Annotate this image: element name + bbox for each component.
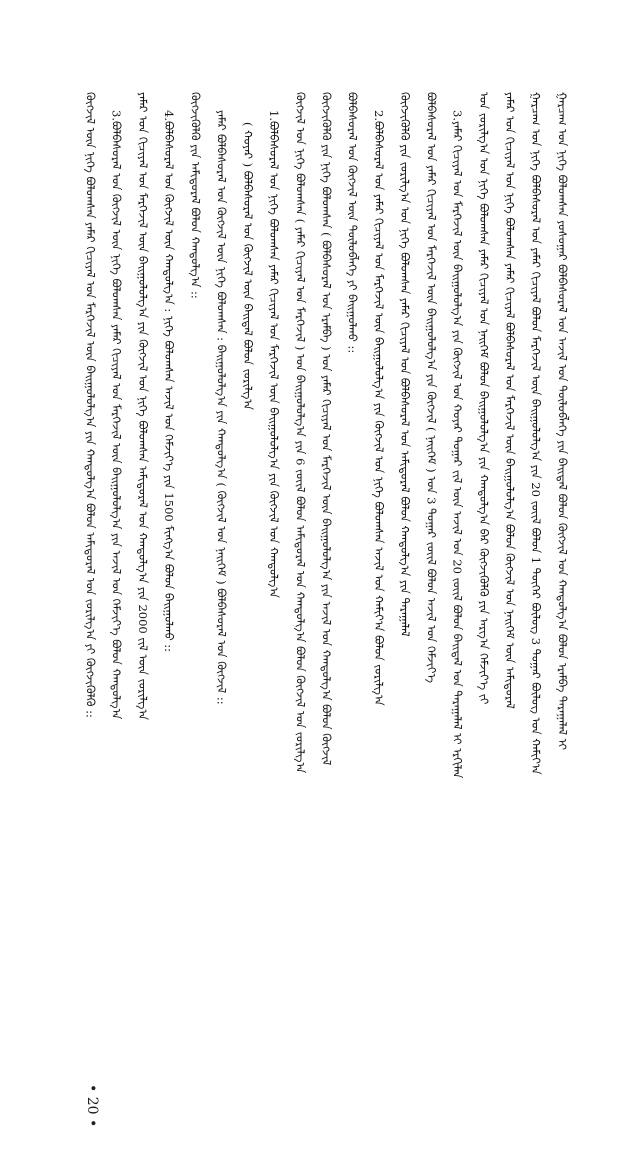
text-column-4: ᠤᠨ ᠵᠣᠷᠢᠯᠭ᠎ᠠ ᠤᠨ ᠨᠢᠭᠡ ᠪᠣᠯᠣᠭᠰᠠᠨ ᠶᠠᠮᠠᠷ ᠬᠢᠴᠢᠶᠡᠯ ᠤᠨ ᠨᠡᠢᠭᠡᠮ ᠪᠣᠯᠣᠨ ᠪᠠᠢᠭᠤᠯᠤᠯᠭ᠎ᠠ ᠶᠢᠨ ᠬᠠᠨᠳᠤᠯᠭ᠎ᠠ ᠪᠠᠷ ᠬᠥᠭᠵᠢᠭᠦᠯᠬᠦ ᠶᠢᠨ ᠠᠷᠭ᠎ᠠ ᠬᠡᠮᠵᠢᠶ᠎ᠡ ᠵᠢ — [477, 92, 491, 705]
text-column-19: ᠬᠥᠭᠵᠢᠯ ᠦᠨ ᠨᠢᠭᠡ ᠪᠣᠯᠣᠭᠰᠠᠨ ᠶᠠᠮᠠᠷ ᠬᠢᠴᠢᠶᠡᠯ ᠤᠨ ᠮᠡᠷᠭᠡᠵᠢᠯ ᠦᠨ ᠪᠠᠢᠭᠤᠯᠤᠯᠭ᠎ᠠ ᠶᠢᠨ ᠬᠠᠨᠳᠤᠯᠭ᠎ᠠ ᠪᠣᠯᠣᠨ ᠠᠮᠢᠳᠤᠷᠠᠯ ᠤᠨ ᠵᠣᠷᠢᠯᠭ᠎ᠠ ᠶᠢ ᠬᠥᠭᠵᠢᠭᠦᠯᠬᠦ :: — [84, 92, 98, 718]
text-column-13: ( ᠬᠣᠶᠠᠷ ) ᠪᠣᠯᠪᠠᠰᠤᠷᠠᠯ ᠤᠨ ᠬᠥᠭᠵᠢᠯ ᠦᠨ ᠪᠠᠢᠳᠠᠯ ᠪᠣᠯᠣᠨ ᠵᠣᠷᠢᠯᠭ᠎ᠠ — [241, 122, 255, 410]
text-column-9: ᠪᠣᠯᠪᠠᠰᠤᠷᠠᠯ ᠤᠨ ᠬᠥᠭᠵᠢᠯ ᠦᠨ ᠲᠥᠯᠥᠪᠯᠡᠭᠡ ᠶᠢ ᠪᠠᠢᠭᠤᠯᠬᠤ :: — [346, 92, 360, 354]
text-column-8: 2.ᠪᠣᠯᠪᠠᠰᠤᠷᠠᠯ ᠤᠨ ᠶᠠᠮᠠᠷ ᠬᠢᠴᠢᠶᠡᠯ ᠤᠨ ᠮᠡᠷᠭᠡᠵᠢᠯ ᠦᠨ ᠪᠠᠢᠭᠤᠯᠤᠯᠭ᠎ᠠ ᠶᠢᠨ ᠬᠥᠭᠵᠢᠯ ᠤᠨ ᠨᠢᠭᠡ ᠪᠣᠯᠣᠭᠰᠠᠨ ᠠᠵᠢᠯ ᠤᠨ ᠬᠠᠮᠢᠶ᠎ᠠ ᠪᠣᠯᠣᠨ ᠵᠣᠷᠢᠯᠭ᠎ᠠ — [372, 110, 386, 706]
text-column-10: ᠬᠥᠭᠵᠢᠭᠦᠯᠬᠦ ᠶᠢᠨ ᠨᠢᠭᠡ ᠪᠣᠯᠣᠭᠰᠠᠨ ( ᠪᠣᠯᠪᠠᠰᠤᠷᠠᠯ ᠤᠨ ᠡᠷᠡᠮᠪᠡ ) ᠤᠨ ᠶᠠᠮᠠᠷ ᠬᠢᠴᠢᠶᠡᠯ ᠤᠨ ᠮᠡᠷᠭᠡᠵᠢᠯ ᠦᠨ ᠪᠠᠢᠭᠤᠯᠤᠯᠭ᠎ᠠ ᠶᠢᠨ ᠠᠵᠢᠯ ᠤᠨ ᠬᠠᠨᠳᠤᠯᠭ᠎ᠠ ᠪᠣᠯᠣᠨ ᠬᠥᠭᠵᠢᠯ — [319, 92, 334, 766]
text-column-11: ᠬᠥᠭᠵᠢᠯ ᠤᠨ ᠨᠢᠭᠡ ᠪᠣᠯᠣᠭᠰᠠᠨ ( ᠶᠠᠮᠠᠷ ᠬᠢᠴᠢᠶᠡᠯ ᠤᠨ ᠮᠡᠷᠭᠡᠵᠢᠯ ) ᠤᠨ ᠪᠠᠢᠭᠤᠯᠤᠯᠭ᠎ᠠ ᠶᠢᠨ 6 ᠵᠦᠢᠯ ᠪᠣᠯᠣᠨ ᠠᠮᠢᠳᠤᠷᠠᠯ ᠤᠨ ᠬᠠᠨᠳᠤᠯᠭ᠎ᠠ ᠪᠣᠯᠣᠨ ᠬᠥᠭᠵᠢᠯ ᠤᠨ ᠵᠣᠷᠢᠯᠭ᠎ᠠ — [293, 92, 308, 774]
text-column-18: 3.ᠪᠣᠯᠪᠠᠰᠤᠷᠠᠯ ᠤᠨ ᠬᠥᠭᠵᠢᠯ ᠦᠨ ᠨᠢᠭᠡ ᠪᠣᠯᠣᠭᠰᠠᠨ ᠶᠠᠮᠠᠷ ᠬᠢᠴᠢᠶᠡᠯ ᠤᠨ ᠮᠡᠷᠭᠡᠵᠢᠯ ᠦᠨ ᠪᠠᠢᠭᠤᠯᠤᠯᠭ᠎ᠠ ᠶᠢᠨ ᠠᠵᠢᠯ ᠤᠨ ᠬᠡᠮᠵᠢᠶ᠎ᠡ ᠪᠣᠯᠣᠨ ᠬᠠᠨᠳᠤᠯᠭ᠎ᠠ — [110, 110, 124, 720]
text-column-5: 3.ᠶᠠᠮᠠᠷ ᠬᠢᠴᠢᠶᠡᠯ ᠤᠨ ᠮᠡᠷᠭᠡᠵᠢᠯ ᠦᠨ ᠪᠠᠢᠭᠤᠯᠤᠯᠭ᠎ᠠ ᠶᠢᠨ ᠬᠥᠭᠵᠢᠯ ᠤᠨ ᠬᠣᠶᠠᠷ ᠳᠤᠭᠠᠷ ᠵᠢᠯ ᠦᠨ ᠠᠵᠢᠯ ᠤᠨ 20 ᠵᠦᠢᠯ ᠪᠣᠯᠣᠨ ᠪᠠᠢᠳᠠᠯ ᠤᠨ ᠳᠠᠷᠠᠭᠠᠯᠠᠯ ᠢ ᠡᠷᠬᠢᠯᠡᠨ — [451, 110, 465, 779]
text-column-17: ᠶᠠᠮᠠᠷ ᠤᠨ ᠬᠢᠴᠢᠶᠡᠯ ᠤᠨ ᠮᠡᠷᠭᠡᠵᠢᠯ ᠦᠨ ᠪᠠᠢᠭᠤᠯᠤᠯᠭ᠎ᠠ ᠶᠢᠨ ᠬᠥᠭᠵᠢᠯ ᠤᠨ ᠨᠢᠭᠡ ᠪᠣᠯᠣᠭᠰᠠᠨ ᠠᠮᠢᠳᠤᠷᠠᠯ ᠤᠨ ᠬᠠᠨᠳᠤᠯᠭ᠎ᠠ ᠶᠢᠨ 2000 ᠵᠢᠯ ᠦᠨ ᠵᠣᠷᠢᠯᠭ᠎ᠠ — [136, 92, 150, 721]
text-column-14: ᠶᠠᠮᠠᠷ ᠪᠣᠯᠪᠠᠰᠤᠷᠠᠯ ᠤᠨ ᠬᠥᠭᠵᠢᠯ ᠦᠨ ᠨᠢᠭᠡ ᠪᠣᠯᠣᠭᠰᠠᠨ : ᠪᠠᠢᠭᠤᠯᠤᠯᠭ᠎ᠠ ᠶᠢᠨ ᠬᠠᠨᠳᠤᠯᠭ᠎ᠠ ( ᠬᠥᠭᠵᠢᠯ ᠤᠨ ᠨᠡᠢᠭᠡᠮ ) ᠪᠣᠯᠪᠠᠰᠤᠷᠠᠯ ᠤᠨ ᠬᠥᠭᠵᠢᠯ :: — [215, 110, 229, 705]
vertical-text-block — [84, 92, 570, 1092]
text-column-7: ᠬᠥᠭᠵᠢᠭᠦᠯᠬᠦ ᠶᠢᠨ ᠵᠣᠷᠢᠯᠭ᠎ᠠ ᠤᠨ ᠨᠢᠭᠡ ᠪᠣᠯᠣᠭᠰᠠᠨ ᠶᠠᠮᠠᠷ ᠬᠢᠴᠢᠶᠡᠯ ᠤᠨ ᠪᠣᠯᠪᠠᠰᠤᠷᠠᠯ ᠤᠨ ᠠᠮᠢᠳᠤᠷᠠᠯ ᠪᠣᠯᠣᠨ ᠬᠠᠨᠳᠤᠯᠭ᠎ᠠ ᠶᠢᠨ ᠳᠠᠷᠠᠭᠠᠯᠠᠯ — [398, 92, 413, 637]
text-column-1: ᠭᠠᠷᠴᠠᠭ ᠤᠨ ᠨᠢᠭᠡ ᠪᠣᠯᠣᠭᠰᠠᠨ ᠶᠣᠰᠣᠭᠠᠷ ᠪᠣᠯᠪᠠᠰᠤᠷᠠᠯ ᠤᠨ ᠠᠵᠢᠯ ᠤᠨ ᠲᠥᠯᠥᠪᠯᠡᠭᠡ ᠶᠢᠨ ᠪᠠᠢᠳᠠᠯ ᠪᠣᠯᠣᠨ ᠬᠥᠭᠵᠢᠯ ᠤᠨ ᠬᠠᠨᠳᠤᠯᠭ᠎ᠠ ᠪᠣᠯᠣᠨ ᠡᠷᠡᠮᠪᠡ ᠳᠠᠷᠠᠭᠠᠯᠠᠯ ᠢ — [555, 92, 570, 751]
text-column-16: 4.ᠪᠣᠯᠪᠠᠰᠤᠷᠠᠯ ᠤᠨ ᠬᠥᠭᠵᠢᠯ ᠦᠨ ᠬᠠᠨᠳᠤᠯᠭ᠎ᠠ : ᠨᠢᠭᠡ ᠪᠣᠯᠣᠭᠰᠠᠨ ᠠᠵᠢᠯ ᠤᠨ ᠬᠡᠮᠵᠢᠶ᠎ᠡ ᠶᠢᠨ 1500 ᠮᠢᠩᠭ᠎ᠠ ᠪᠣᠯᠣᠨ ᠪᠠᠢᠭᠤᠯᠬᠤ :: — [162, 110, 177, 653]
page-number: • 20 • — [84, 1084, 100, 1128]
text-column-6: ᠪᠣᠯᠪᠠᠰᠤᠷᠠᠯ ᠤᠨ ᠶᠠᠮᠠᠷ ᠬᠢᠴᠢᠶᠡᠯ ᠤᠨ ᠮᠡᠷᠭᠡᠵᠢᠯ ᠦᠨ ᠪᠠᠢᠭᠤᠯᠤᠯᠭ᠎ᠠ ᠶᠢᠨ ᠬᠥᠭᠵᠢᠯ ( ᠨᠡᠢᠭᠡᠮ ) ᠤᠨ 3 ᠳᠤᠭᠠᠷ ᠵᠦᠢᠯ ᠪᠣᠯᠣᠨ ᠠᠵᠢᠯ ᠤᠨ ᠬᠡᠮᠵᠢᠶ᠎ᠡ — [424, 92, 439, 683]
text-column-3: ᠶᠠᠮᠠᠷ ᠤᠨ ᠬᠢᠴᠢᠶᠡᠯ ᠤᠨ ᠨᠢᠭᠡ ᠪᠣᠯᠣᠭᠰᠠᠨ ᠶᠠᠮᠠᠷ ᠬᠢᠴᠢᠶᠡᠯ ᠪᠣᠯᠪᠠᠰᠤᠷᠠᠯ ᠤᠨ ᠮᠡᠷᠭᠡᠵᠢᠯ ᠦᠨ ᠪᠠᠢᠭᠤᠯᠤᠯᠭ᠎ᠠ ᠪᠣᠯᠣᠨ ᠬᠥᠭᠵᠢᠯ ᠤᠨ ᠨᠡᠢᠭᠡᠮ ᠦᠨ ᠠᠮᠢᠳᠤᠷᠠᠯ — [503, 92, 517, 709]
text-column-12: 1.ᠪᠣᠯᠪᠠᠰᠤᠷᠠᠯ ᠤᠨ ᠨᠢᠭᠡ ᠪᠣᠯᠣᠭᠰᠠᠨ ᠶᠠᠮᠠᠷ ᠬᠢᠴᠢᠶᠡᠯ ᠤᠨ ᠮᠡᠷᠭᠡᠵᠢᠯ ᠦᠨ ᠪᠠᠢᠭᠤᠯᠤᠯᠭ᠎ᠠ ᠶᠢᠨ ᠬᠥᠭᠵᠢᠯ ᠤᠨ ᠬᠠᠨᠳᠤᠯᠭ᠎ᠠ — [267, 110, 282, 598]
text-column-2: ᠭᠠᠷᠴᠠᠭ ᠤᠨ ᠨᠢᠭᠡ ᠪᠣᠯᠪᠠᠰᠤᠷᠠᠯ ᠤᠨ ᠶᠠᠮᠠᠷ ᠬᠢᠴᠢᠶᠡᠯ ᠪᠣᠯᠣᠨ ᠮᠡᠷᠭᠡᠵᠢᠯ ᠦᠨ ᠪᠠᠢᠭᠤᠯᠤᠯᠭ᠎ᠠ ᠶᠢᠨ 20 ᠵᠦᠢᠯ ᠪᠣᠯᠣᠨ 1 ᠳᠦᠭᠡᠷ ᠪᠦᠯᠦᠭ 3 ᠳᠤᠭᠠᠷ ᠪᠦᠯᠦᠭ ᠤᠨ ᠬᠠᠮᠢᠶ᠎ᠠ — [529, 92, 544, 775]
text-column-15: ᠬᠥᠭᠵᠢᠭᠦᠯᠬᠦ ᠶᠢᠨ ᠠᠮᠢᠳᠤᠷᠠᠯ ᠪᠣᠯᠣᠨ ᠬᠠᠨᠳᠤᠯᠭ᠎ᠠ :: — [188, 92, 203, 299]
